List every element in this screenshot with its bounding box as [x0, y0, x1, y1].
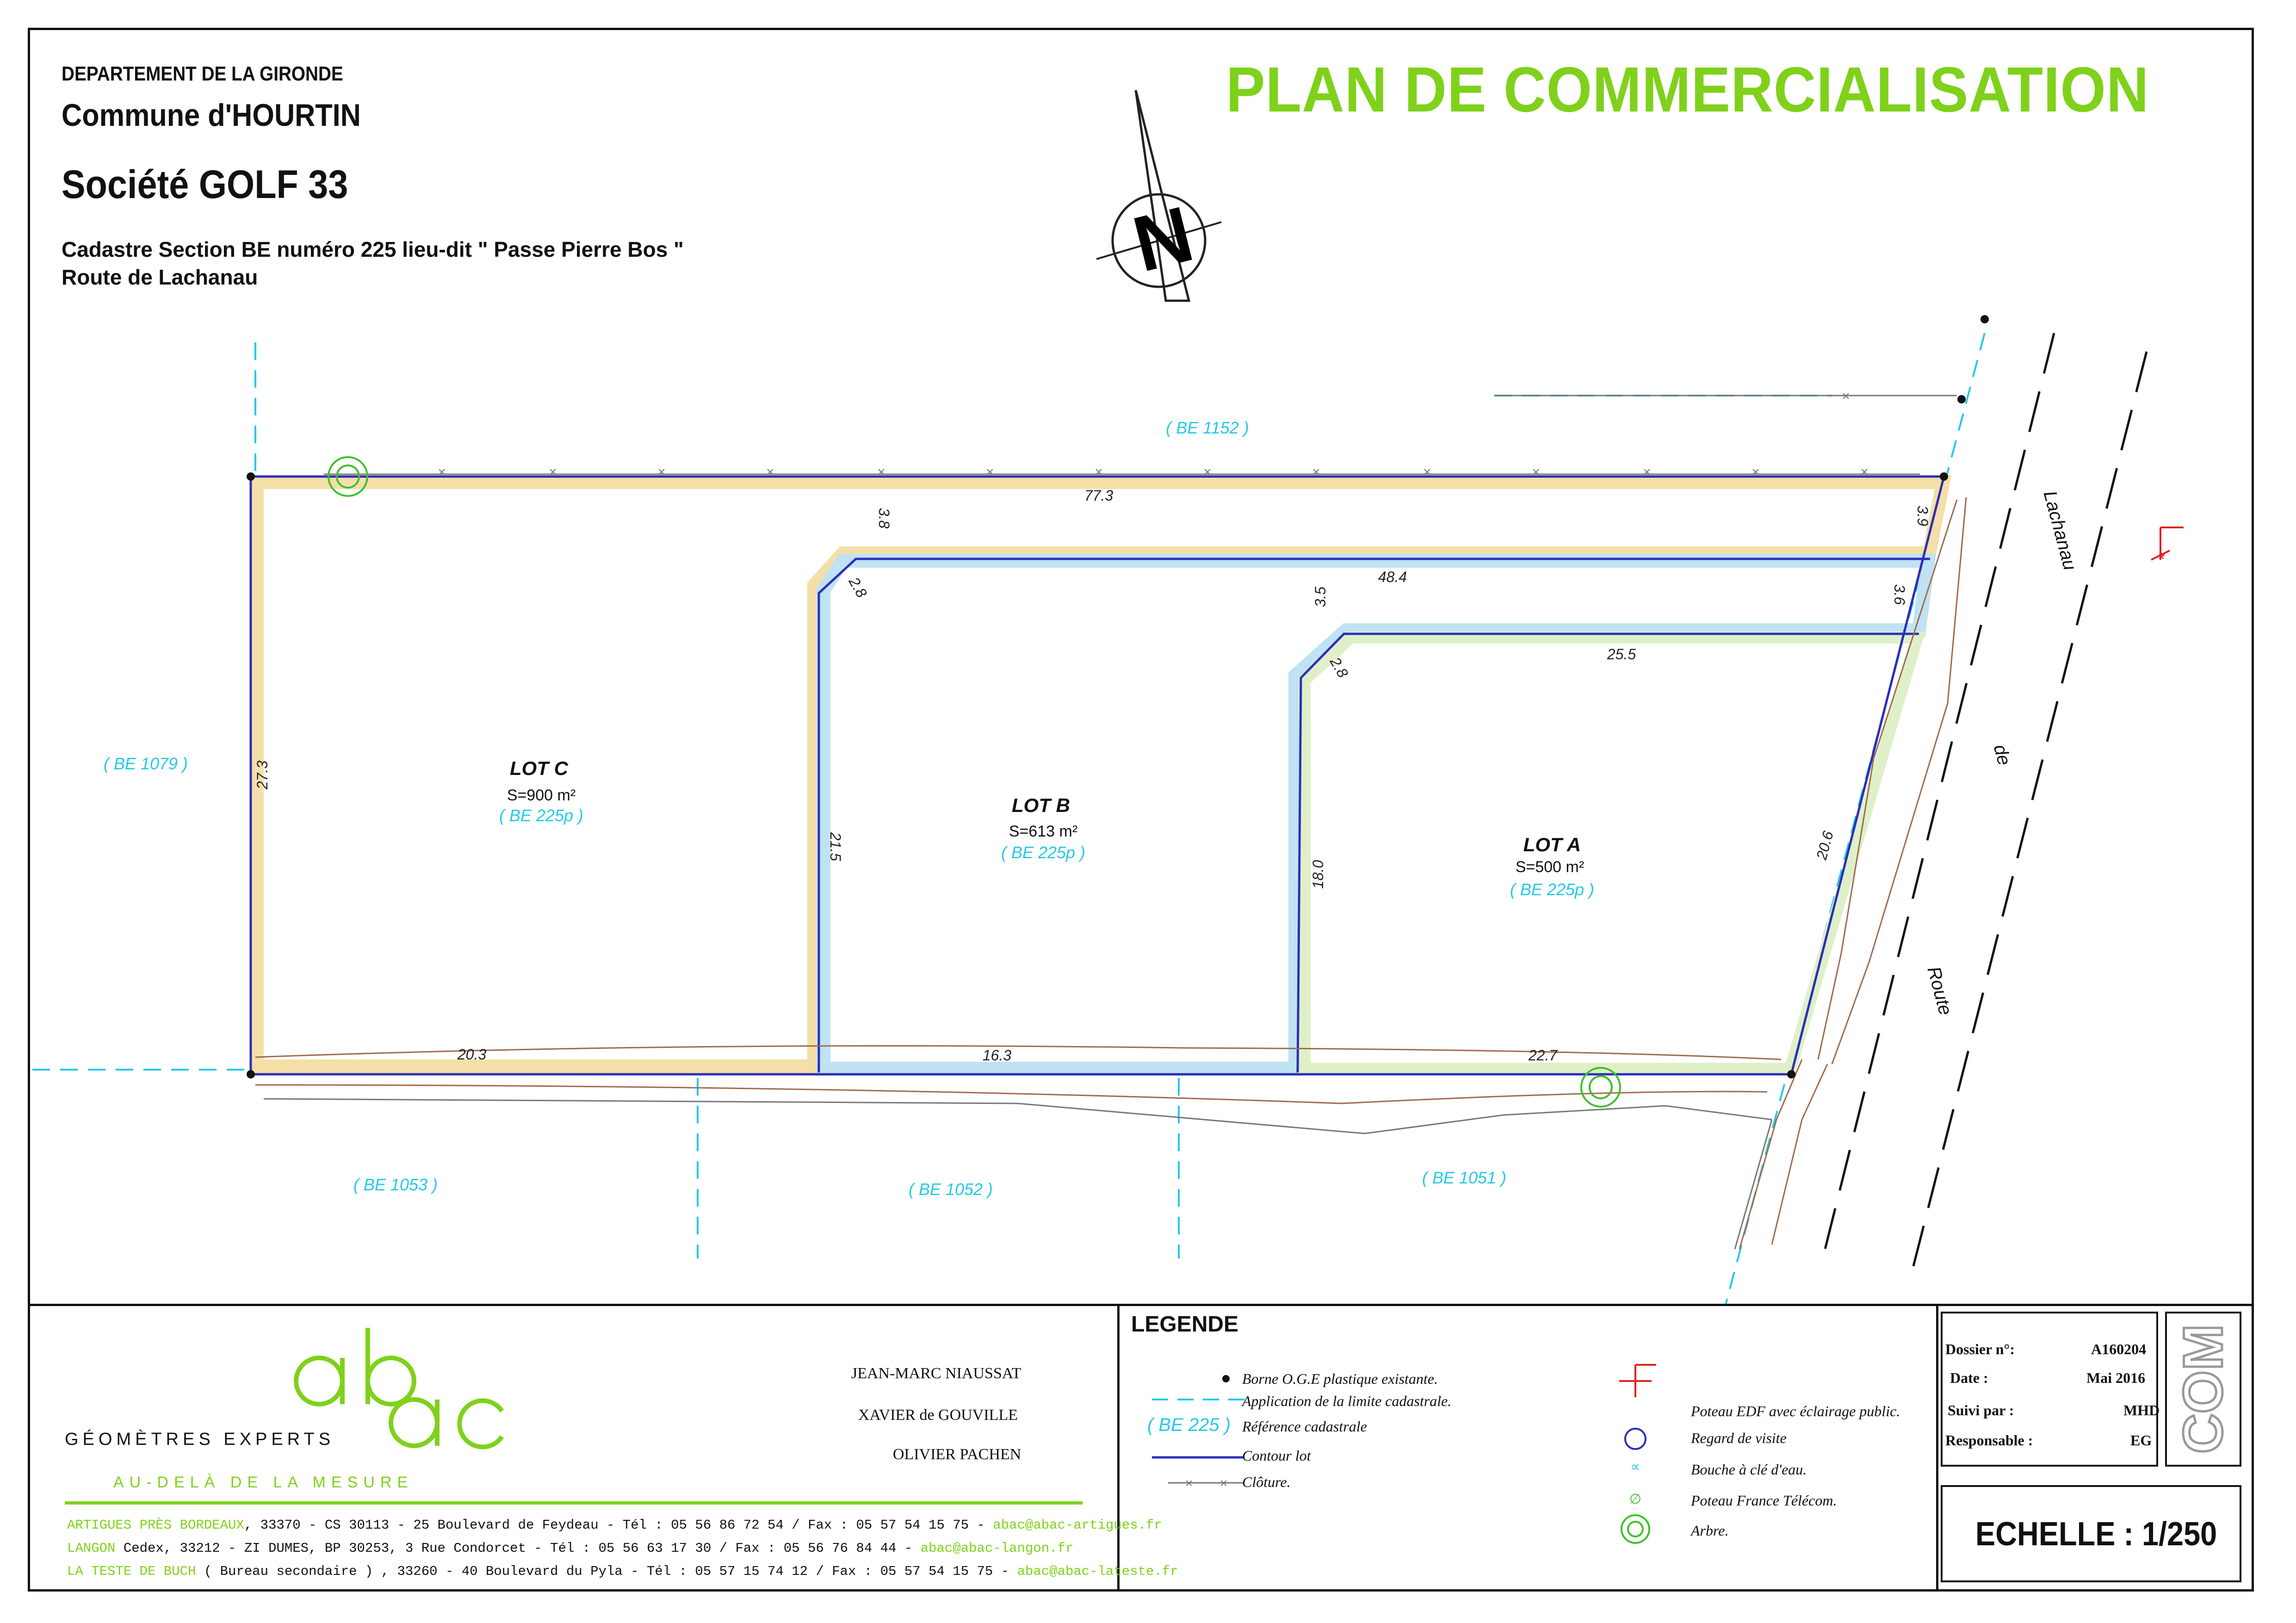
svg-text:*: * — [2158, 549, 2165, 570]
route-label: Route de Lachanau — [62, 265, 258, 289]
page-title: PLAN DE COMMERCIALISATION — [1226, 54, 2149, 125]
dossier-label: Dossier n°: — [1945, 1341, 2015, 1357]
parcel-be1053: ( BE 1053 ) — [353, 1175, 438, 1194]
svg-text:×: × — [1532, 465, 1540, 480]
edf-pole-icon — [2151, 527, 2184, 570]
dim-2-8-a: 2.8 — [1326, 654, 1352, 681]
north-letter: N — [1125, 190, 1201, 289]
legend-divider — [1117, 1305, 1120, 1592]
dim-20-3: 20.3 — [457, 1046, 487, 1063]
svg-text:×: × — [1751, 465, 1760, 480]
road-word-lachanau: Lachanau — [2039, 489, 2080, 573]
legend-item-fence: Clôture. — [1242, 1474, 1291, 1490]
edf-pole-legend-icon — [1619, 1365, 1656, 1397]
date-label: Date : — [1950, 1369, 1988, 1386]
email-artigues[interactable]: abac@abac-artigues.fr — [993, 1518, 1162, 1533]
svg-text:×: × — [1842, 389, 1850, 404]
dim-22-7: 22.7 — [1528, 1047, 1558, 1064]
svg-text:×: × — [1860, 465, 1869, 480]
dim-16-3: 16.3 — [982, 1047, 1012, 1064]
svg-text:×: × — [877, 465, 885, 480]
dim-3-8: 3.8 — [876, 508, 892, 529]
parcel-be1051: ( BE 1051 ) — [1422, 1168, 1507, 1187]
suivi-value: MHD — [2123, 1402, 2160, 1419]
lot-c-name: LOT C — [510, 757, 568, 779]
lot-a-surface: S=500 m² — [1515, 858, 1584, 876]
legend-title: LEGENDE — [1131, 1312, 1239, 1337]
dim-77-3: 77.3 — [1084, 487, 1114, 504]
svg-text:×: × — [549, 465, 557, 480]
svg-text:×: × — [1643, 465, 1651, 480]
dim-3-9: 3.9 — [1914, 505, 1931, 527]
responsable-label: Responsable : — [1945, 1432, 2033, 1449]
legend-item-ref: Référence cadastrale — [1242, 1418, 1367, 1435]
fence-top — [324, 389, 1957, 480]
svg-text:×: × — [1312, 465, 1320, 480]
dim-3-5: 3.5 — [1312, 586, 1329, 607]
svg-text:×: × — [657, 465, 666, 480]
legend-item-bouche: Bouche à clé d'eau. — [1691, 1461, 1807, 1478]
road-word-de: de — [1989, 742, 2015, 768]
legend-item-arbre: Arbre. — [1691, 1522, 1729, 1539]
suivi-label: Suivi par : — [1948, 1402, 2014, 1419]
svg-text:×: × — [1095, 465, 1103, 480]
lot-a-name: LOT A — [1523, 834, 1581, 855]
sidewalk-strip — [255, 497, 1966, 1249]
scale-label: ECHELLE : 1/250 — [1975, 1516, 2217, 1553]
svg-text:×: × — [1185, 1476, 1193, 1490]
legend-item-regard: Regard de visite — [1691, 1430, 1787, 1446]
lot-c-surface: S=900 m² — [507, 787, 576, 804]
person-3: OLIVIER PACHEN — [893, 1446, 1021, 1463]
cartouche-divider — [1936, 1305, 1938, 1592]
parcel-be1079: ( BE 1079 ) — [103, 754, 188, 773]
svg-text:×: × — [1423, 465, 1431, 480]
email-lateste[interactable]: abac@abac-lateste.fr — [1017, 1564, 1178, 1579]
tree-legend-icon — [1621, 1515, 1649, 1543]
borne-icon — [1222, 1375, 1230, 1382]
parcel-be1152: ( BE 1152 ) — [1166, 418, 1249, 437]
dim-27-3: 27.3 — [254, 760, 271, 790]
commune-label: Commune d'HOURTIN — [62, 98, 361, 133]
water-valve-icon: ∝ — [1630, 1459, 1640, 1474]
parcel-be1052: ( BE 1052 ) — [908, 1180, 993, 1199]
legend-item-borne: Borne O.G.E plastique existante. — [1242, 1370, 1438, 1387]
dim-25-5: 25.5 — [1607, 646, 1636, 663]
departement-label: DEPARTEMENT DE LA GIRONDE — [62, 62, 343, 85]
fence-bottom — [264, 1099, 1772, 1249]
dim-18-0: 18.0 — [1310, 860, 1326, 889]
dim-3-6: 3.6 — [1891, 584, 1908, 605]
svg-text:×: × — [1219, 1476, 1228, 1490]
svg-text:×: × — [986, 465, 994, 480]
societe-label: Société GOLF 33 — [62, 162, 348, 207]
svg-text:×: × — [438, 465, 446, 480]
lot-b-name: LOT B — [1012, 794, 1070, 816]
dim-48-4: 48.4 — [1378, 569, 1407, 585]
legend-item-contour: Contour lot — [1242, 1447, 1311, 1464]
cartouche-code: COM — [2172, 1324, 2234, 1454]
telecom-pole-icon: ∅ — [1629, 1492, 1642, 1507]
dossier-value: A160204 — [2091, 1341, 2147, 1357]
legend-item-edf: Poteau EDF avec éclairage public. — [1691, 1403, 1900, 1419]
dim-2-8-b: 2.8 — [845, 574, 871, 601]
cadastre-label: Cadastre Section BE numéro 225 lieu-dit " Passe Pierre Bos " — [62, 237, 684, 261]
address-langon: LANGON Cedex, 33212 - ZI DUMES, BP 30253, 3 Rue Condorcet - Tél : 05 56 63 17 30 / Fax : 05 56 76 84 44 - abac@abac-langon.fr — [67, 1541, 1074, 1556]
date-value: Mai 2016 — [2086, 1369, 2146, 1386]
bottom-divider — [28, 1304, 2254, 1306]
road-word-route: Route — [1923, 964, 1956, 1017]
boundary-markers — [247, 315, 1989, 1078]
responsable-value: EG — [2130, 1432, 2152, 1449]
dim-21-5: 21.5 — [827, 832, 844, 861]
legend-symbols-right — [1610, 1360, 1661, 1545]
legend-item-telecom: Poteau France Télécom. — [1691, 1492, 1837, 1509]
manhole-icon — [1625, 1429, 1646, 1449]
lot-b-ref: ( BE 225p ) — [1001, 843, 1086, 862]
lot-c-ref: ( BE 225p ) — [499, 806, 584, 825]
north-arrow-icon — [1096, 90, 1221, 301]
address-lateste: LA TESTE DE BUCH ( Bureau secondaire ) , 33260 - 40 Boulevard du Pyla - Tél : 05 57 15 74 12 / Fax : 05 57 54 15 75 - abac@abac-lateste.fr — [67, 1564, 1178, 1579]
lot-b-surface: S=613 m² — [1009, 823, 1078, 840]
svg-text:×: × — [1203, 465, 1212, 480]
address-separator — [65, 1501, 1083, 1505]
person-2: XAVIER de GOUVILLE — [858, 1406, 1018, 1424]
company-tagline: AU-DELÀ DE LA MESURE — [113, 1474, 414, 1491]
lot-a-ref: ( BE 225p ) — [1510, 880, 1595, 899]
company-subtitle: GÉOMÈTRES EXPERTS — [65, 1430, 335, 1449]
svg-text:×: × — [766, 465, 774, 480]
fence-icon — [1168, 1476, 1244, 1490]
person-1: JEAN-MARC NIAUSSAT — [851, 1365, 1021, 1382]
legend-item-cadastral: Application de la limite cadastrale. — [1242, 1393, 1452, 1409]
legend-ref-sample: ( BE 225 ) — [1147, 1415, 1231, 1435]
address-artigues: ARTIGUES PRÈS BORDEAUX, 33370 - CS 30113 - 25 Boulevard de Feydeau - Tél : 05 56 86 72 54 / Fax : 05 57 54 15 75 - abac@abac-artigues.fr — [67, 1518, 1162, 1533]
email-langon[interactable]: abac@abac-langon.fr — [920, 1541, 1074, 1556]
dim-20-6: 20.6 — [1813, 829, 1837, 861]
